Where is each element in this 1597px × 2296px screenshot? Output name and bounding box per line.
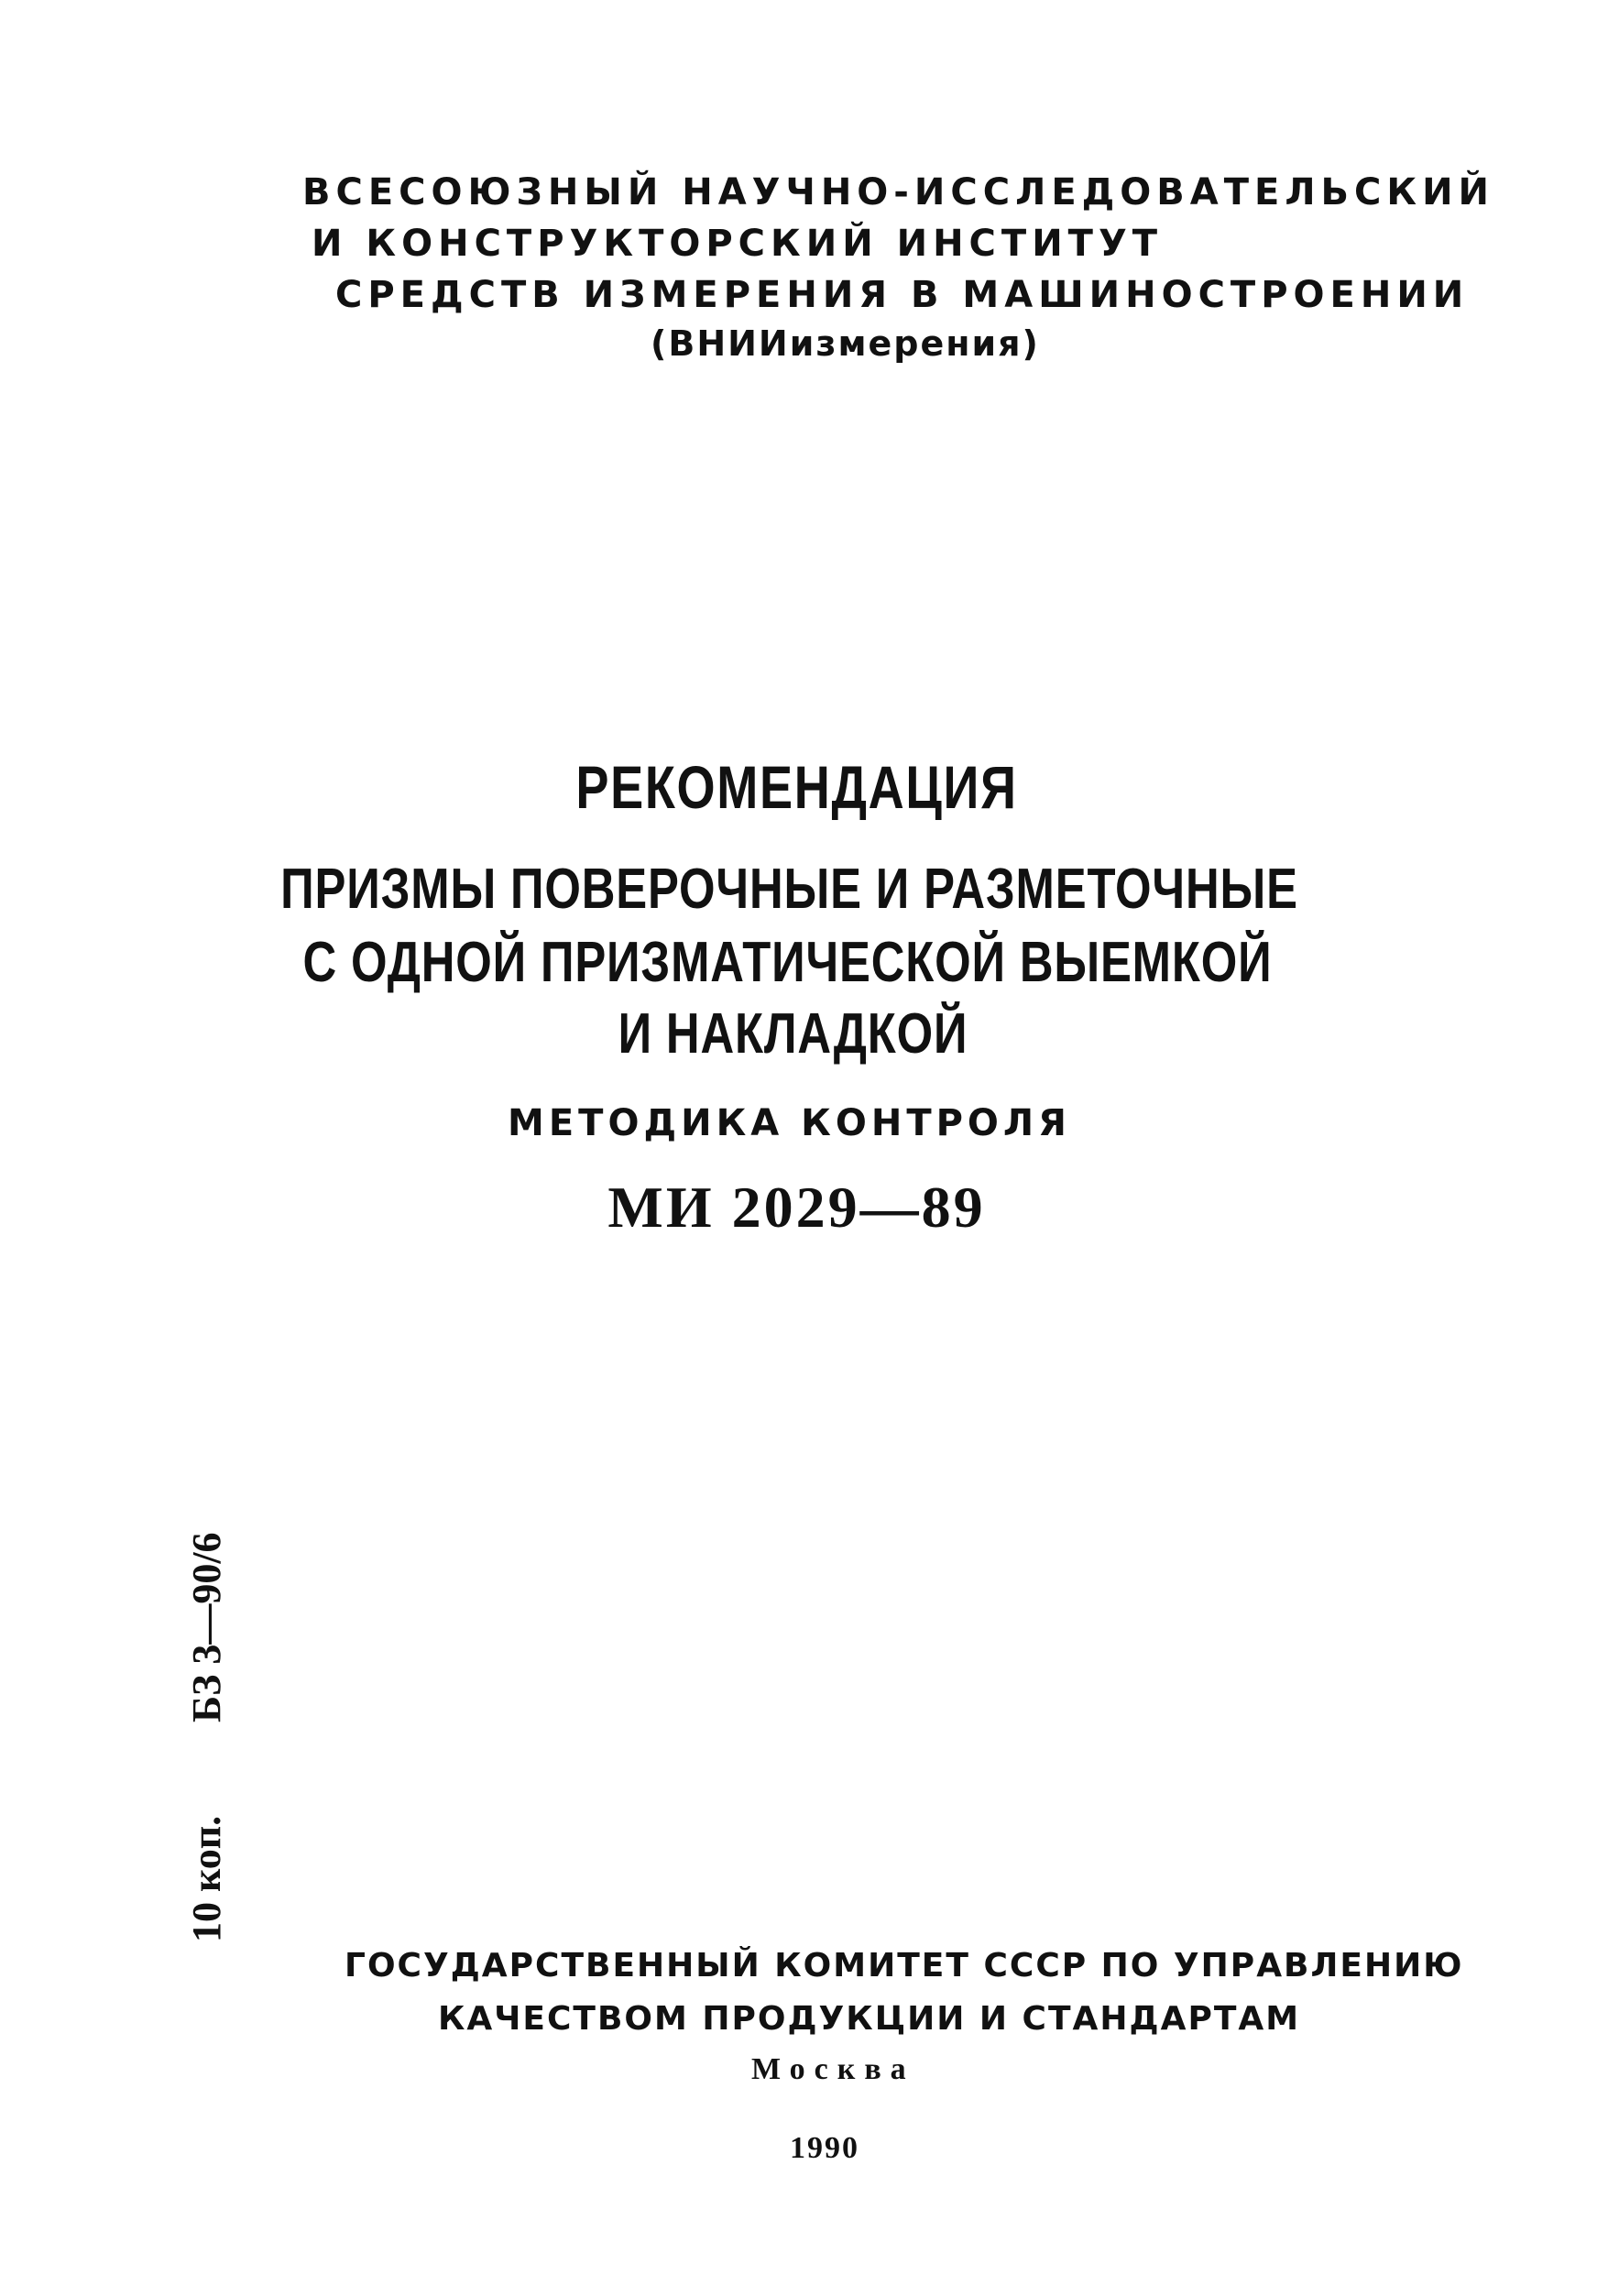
institute-line-2: И КОНСТРУКТОРСКИЙ ИНСТИТУТ bbox=[312, 223, 1164, 265]
institute-line-3: СРЕДСТВ ИЗМЕРЕНИЯ В МАШИНОСТРОЕНИИ bbox=[335, 274, 1470, 316]
method-heading: МЕТОДИКА КОНТРОЛЯ bbox=[508, 1102, 1071, 1144]
publication-year: 1990 bbox=[790, 2131, 859, 2165]
institute-abbreviation: (ВНИИизмерения) bbox=[651, 323, 1040, 364]
document-code: МИ 2029—89 bbox=[607, 1175, 986, 1240]
document-title-line-2: С ОДНОЙ ПРИЗМАТИЧЕСКОЙ ВЫЕМКОЙ bbox=[302, 931, 1273, 994]
institute-line-1: ВСЕСОЮЗНЫЙ НАУЧНО-ИССЛЕДОВАТЕЛЬСКИЙ bbox=[302, 171, 1495, 213]
document-type: РЕКОМЕНДАЦИЯ bbox=[575, 753, 1018, 821]
margin-catalog-number: БЗ 3—90/6 bbox=[184, 1532, 229, 1722]
document-title-line-3: И НАКЛАДКОЙ bbox=[618, 1002, 968, 1066]
publisher-city: Москва bbox=[751, 2052, 915, 2086]
document-title-line-1: ПРИЗМЫ ПОВЕРОЧНЫЕ И РАЗМЕТОЧНЫЕ bbox=[280, 858, 1298, 921]
margin-price: 10 коп. bbox=[184, 1815, 229, 1942]
publisher-line-1: ГОСУДАРСТВЕННЫЙ КОМИТЕТ СССР ПО УПРАВЛЕНИЮ bbox=[345, 1947, 1464, 1984]
publisher-line-2: КАЧЕСТВОМ ПРОДУКЦИИ И СТАНДАРТАМ bbox=[438, 2000, 1301, 2038]
